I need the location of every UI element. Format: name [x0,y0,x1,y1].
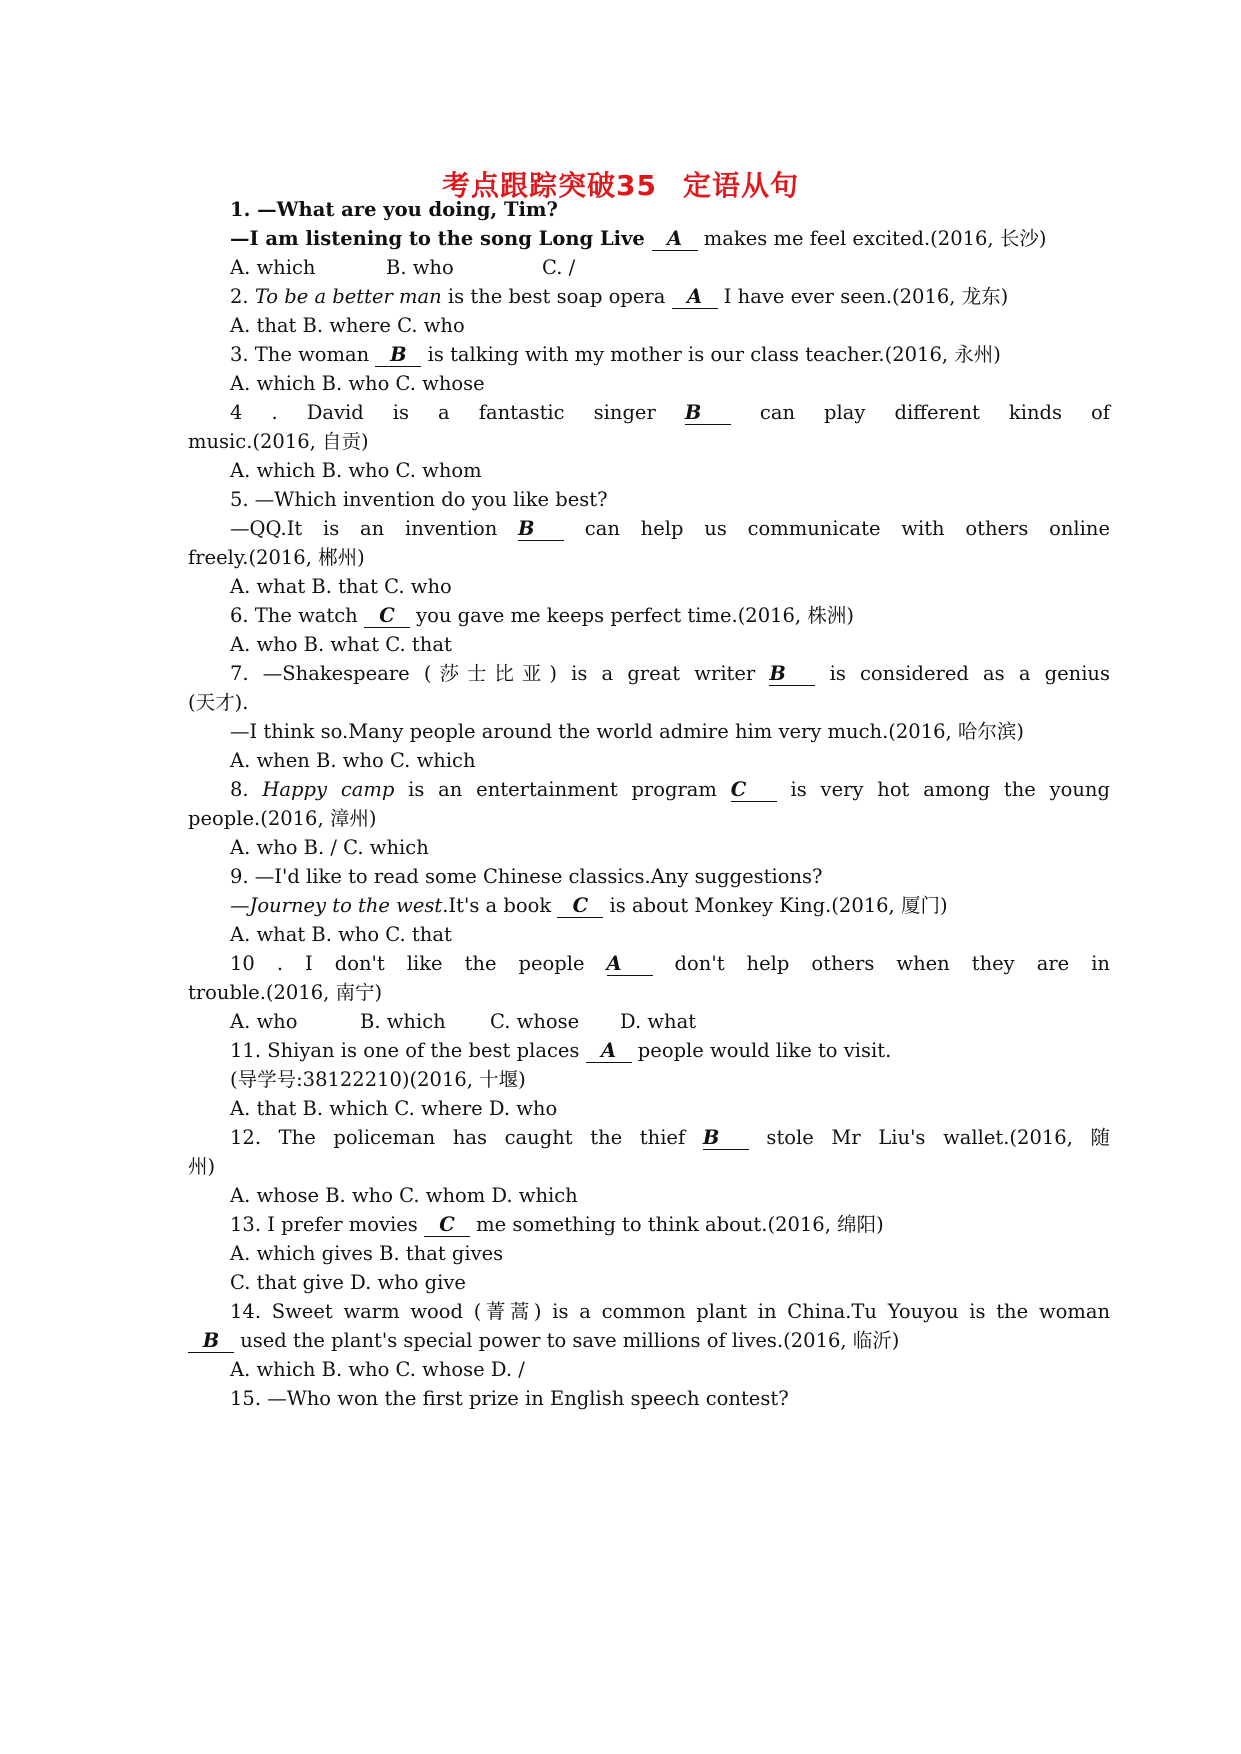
q8-answer-blank: C [731,779,777,802]
q7-question-cont: (天才). [188,691,249,714]
q13-question: 13. I prefer movies C me something to think about.(2016, 绵阳) [230,1213,884,1236]
q2-answer-blank: A [672,286,718,309]
q13-options-line1: A. which gives B. that gives [230,1242,504,1265]
q10-question-cont: trouble.(2016, 南宁) [188,981,383,1004]
q14-answer-blank: B [188,1330,234,1353]
q7-options: A. when B. who C. which [230,749,476,772]
q14-options: A. which B. who C. whose D. / [230,1358,525,1381]
q11-question-cont: (导学号:38122210)(2016, 十堰) [230,1068,526,1091]
q5-question: 5. —Which invention do you like best? [230,488,608,511]
q1-answer-blank: A [652,228,698,251]
q12-question-cont: 州) [188,1155,216,1178]
q3-question: 3. The woman B is talking with my mother is our class teacher.(2016, 永州) [230,343,1001,366]
q1-question: 1. —What are you doing, Tim? [230,198,558,221]
q7-answer-blank: B [769,663,815,686]
q13-answer-blank: C [424,1214,470,1237]
q5-reply: —QQ.It is an invention B can help us communicate with others online [230,517,1111,540]
q5-reply-cont: freely.(2016, 郴州) [188,546,365,569]
q11-answer-blank: A [586,1040,632,1063]
q12-question: 12. The policeman has caught the thief B stole Mr Liu's wallet.(2016, 随 [230,1126,1110,1149]
q14-question: 14. Sweet warm wood (菁蒿) is a common plant in China.Tu Youyou is the woman [230,1300,1110,1323]
q5-answer-blank: B [518,518,564,541]
q10-answer-blank: A [607,953,653,976]
q4-question-cont: music.(2016, 自贡) [188,430,369,453]
q12-answer-blank: B [703,1127,749,1150]
q4-question: 4 . David is a fantastic singer B can play different kinds of [230,401,1110,424]
page-title: 考点跟踪突破35 定语从句 [442,169,799,202]
q5-options: A. what B. that C. who [230,575,452,598]
q2-options: A. that B. where C. who [230,314,465,337]
q9-reply: —Journey to the west.It's a book C is about Monkey King.(2016, 厦门) [230,894,948,917]
q3-options: A. which B. who C. whose [230,372,485,395]
q12-options: A. whose B. who C. whom D. which [230,1184,578,1207]
q2-question: 2. To be a better man is the best soap opera A I have ever seen.(2016, 龙东) [230,285,1009,308]
q6-question: 6. The watch C you gave me keeps perfect time.(2016, 株洲) [230,604,854,627]
q6-options: A. who B. what C. that [230,633,452,656]
q10-question: 10 . I don't like the people A don't help others when they are in [230,952,1110,975]
q1-reply: —I am listening to the song Long Live A makes me feel excited.(2016, 长沙) [230,227,1047,250]
q13-options-line2: C. that give D. who give [230,1271,466,1294]
q10-options: A. who B. which C. whose D. what [230,1010,697,1033]
q15-question: 15. —Who won the first prize in English speech contest? [230,1387,789,1410]
q7-reply: —I think so.Many people around the world admire him very much.(2016, 哈尔滨) [230,720,1025,743]
q9-options: A. what B. who C. that [230,923,452,946]
q9-question: 9. —I'd like to read some Chinese classics.Any suggestions? [230,865,823,888]
q9-answer-blank: C [557,895,603,918]
q4-answer-blank: B [685,402,731,425]
q7-question: 7. —Shakespeare (莎士比亚) is a great writer B is considered as a genius [230,662,1110,685]
q3-answer-blank: B [375,344,421,367]
q14-question-cont: B used the plant's special power to save millions of lives.(2016, 临沂) [188,1327,899,1355]
q8-options: A. who B. / C. which [230,836,429,859]
q8-question: 8. Happy camp is an entertainment program C is very hot among the young [230,778,1110,801]
q11-options: A. that B. which C. where D. who [230,1097,558,1120]
q11-question: 11. Shiyan is one of the best places A people would like to visit. [230,1039,892,1062]
q1-options: A. which B. who C. / [230,256,576,279]
q6-answer-blank: C [364,605,410,628]
q8-question-cont: people.(2016, 漳州) [188,807,377,830]
q4-options: A. which B. who C. whom [230,459,482,482]
